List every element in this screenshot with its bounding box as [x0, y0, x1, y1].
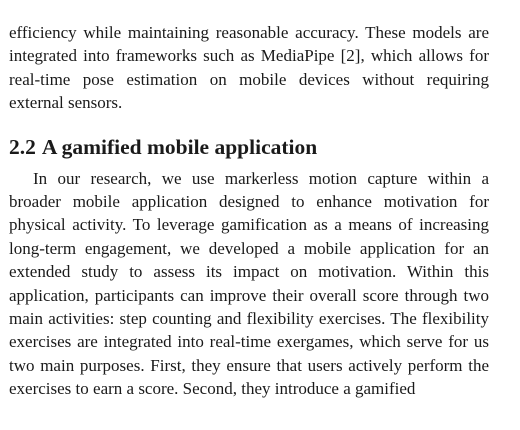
section-title: A gamified mobile application — [41, 134, 318, 159]
body-paragraph: In our research, we use markerless motion capture within a broader mobile application designed to enhance motivation for physical activity. To leverage gamification as a means of increasing long-term engagement, we developed a mobile application for an extended study to assess its impact on motivation. Within this application, participants can improve their overall score through two main activities: step counting and flexibility exercises. The flexibility exercises are integrated into real-time exergames, which serve for us two main purposes. First, they ensure that users actively perform the exercises to earn a score. Second, they introduce a gamified — [9, 168, 489, 399]
section-heading — [9, 134, 489, 160]
section-number: 2.2 — [9, 134, 36, 159]
document-page — [9, 0, 489, 401]
intro-paragraph: efficiency while maintaining reasonable accuracy. These models are integrated into frameworks such as MediaPipe [2], which allows for real-time pose estimation on mobile devices without requiring external sensors. — [9, 23, 489, 113]
